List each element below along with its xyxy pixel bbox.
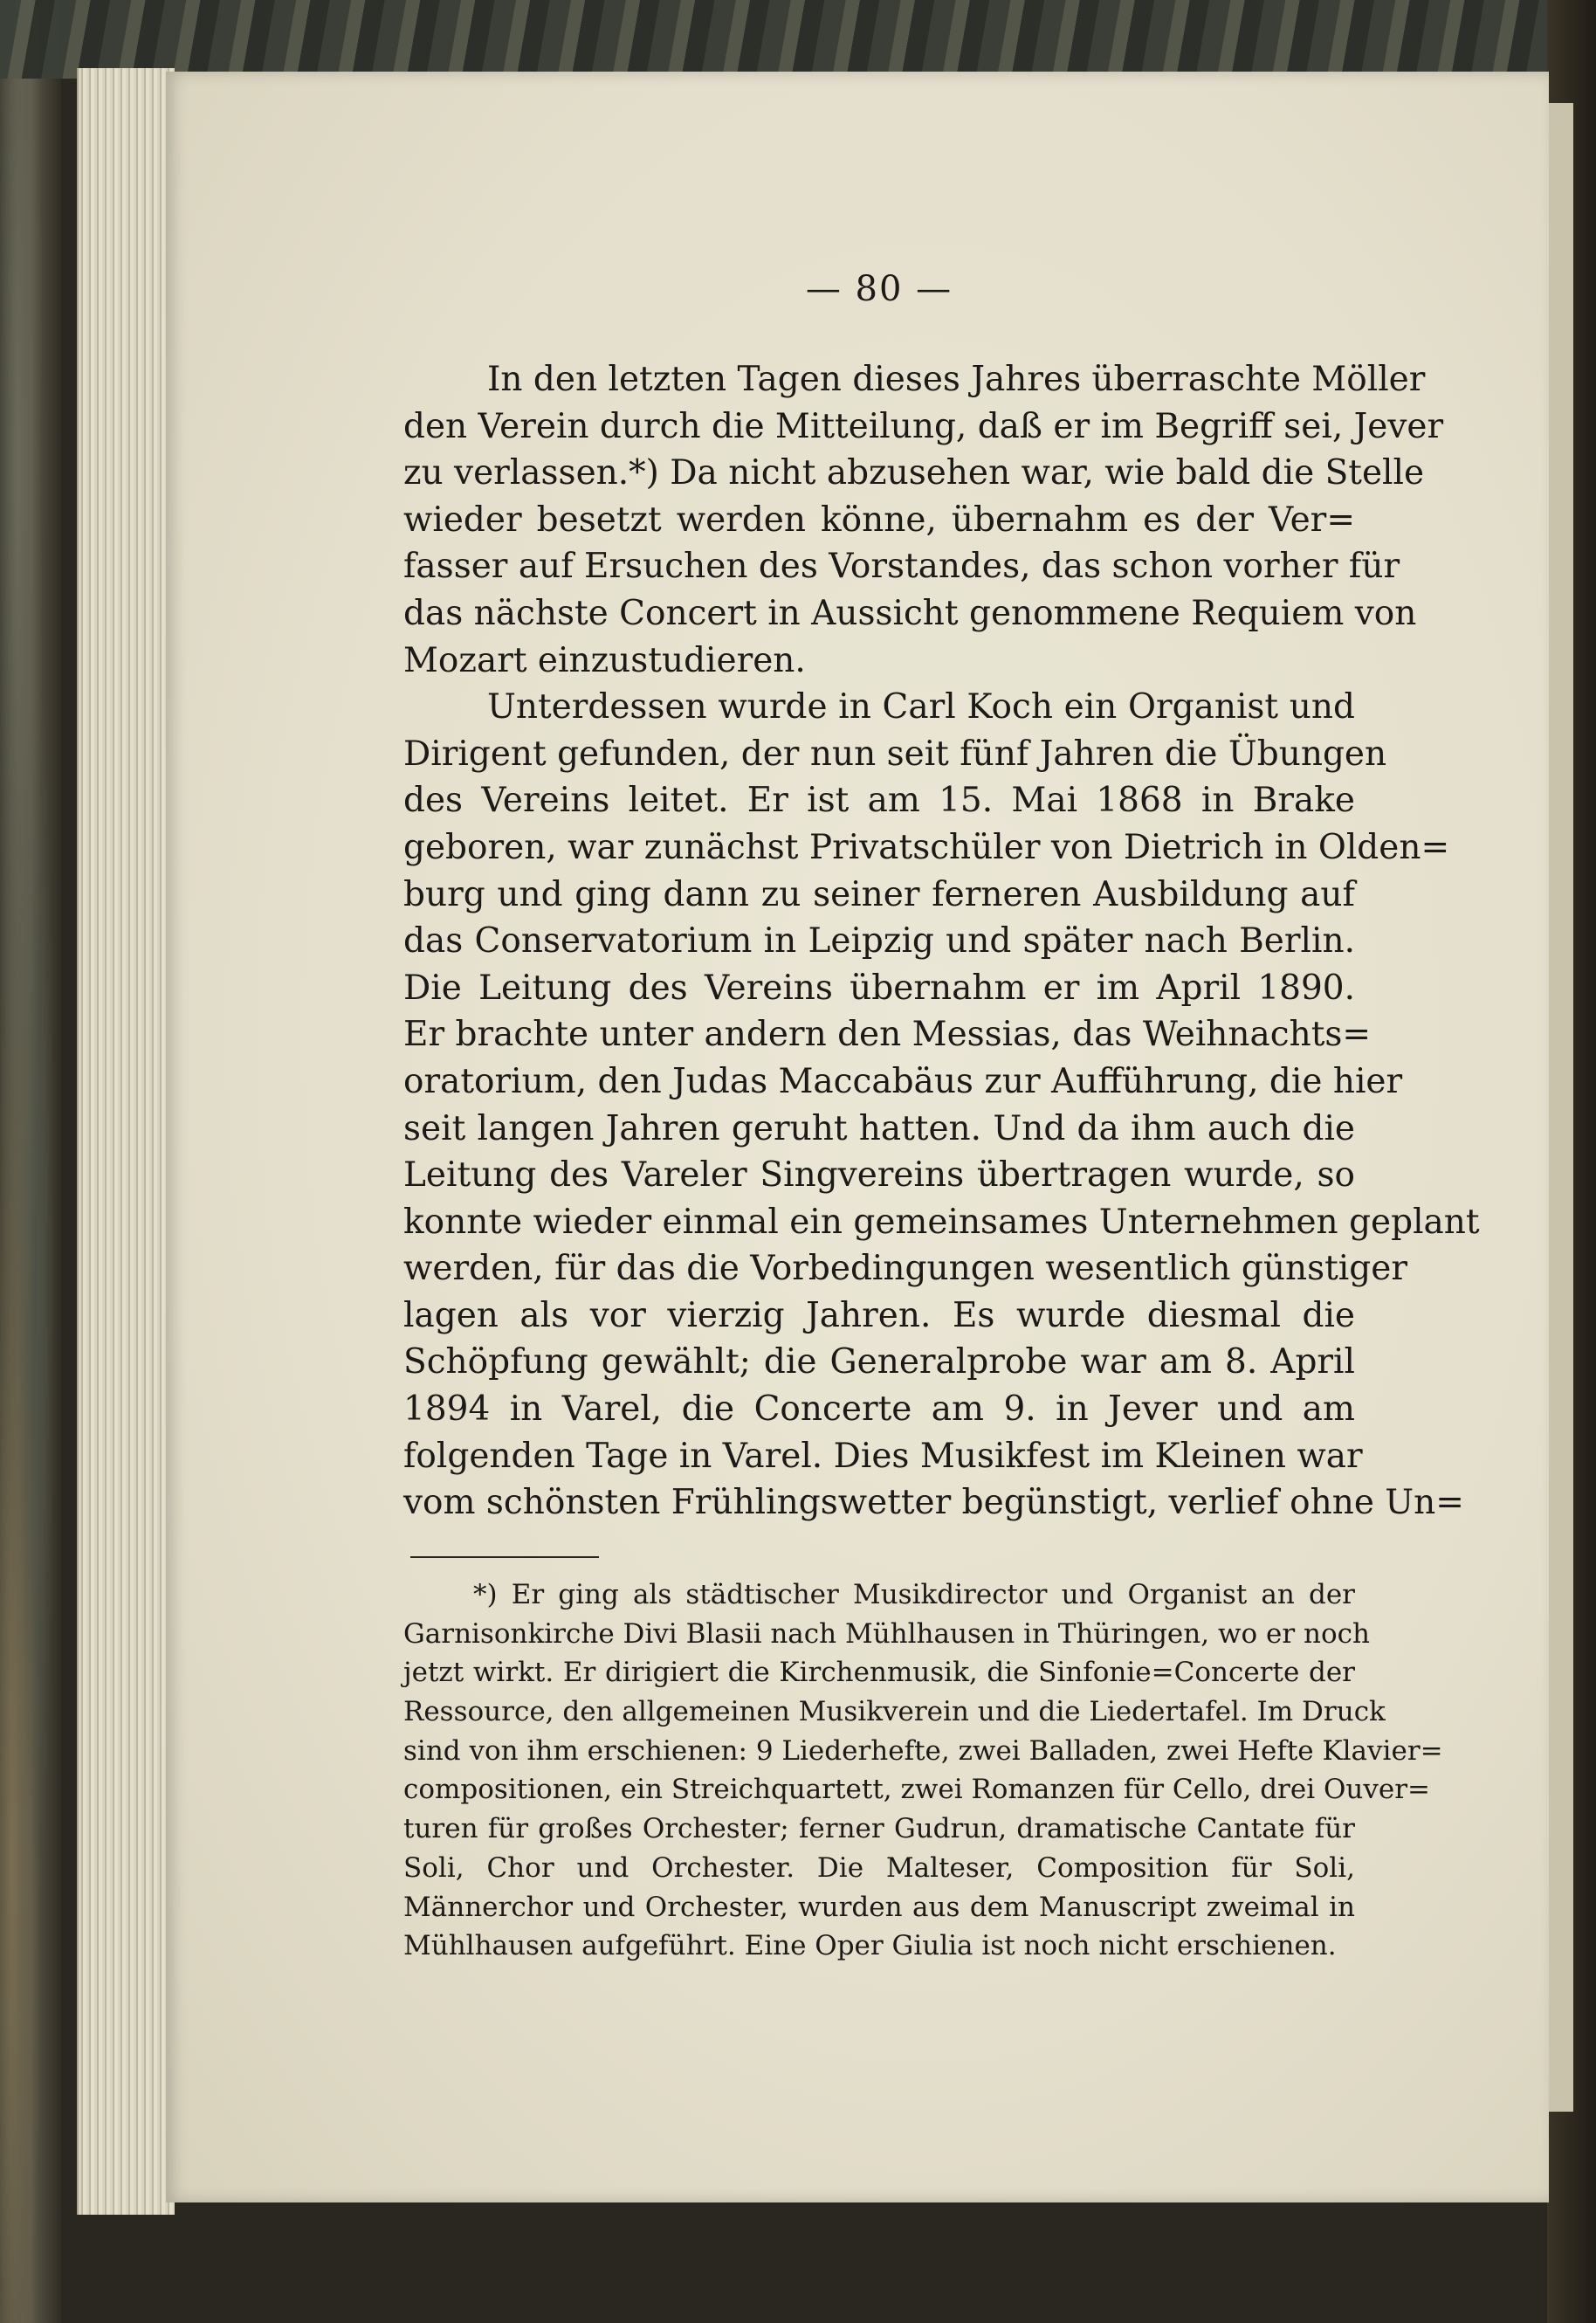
body-text	[403, 356, 1480, 1527]
body-line: Unterdessen wurde in Carl Koch ein Organist und	[487, 687, 1355, 727]
body-line: lagen als vor vierzig Jahren. Es wurde diesmal die	[403, 1295, 1355, 1335]
body-line: das Conservatorium in Leipzig und später nach Berlin.	[403, 921, 1355, 962]
body-line: geboren, war zunächst Privatschüler von Dietrich in Olden=	[403, 827, 1450, 867]
body-line: wieder besetzt werden könne, übernahm es der Ver=	[403, 500, 1355, 540]
footnote-line: *) Er ging als städtischer Musikdirector und Organist an der	[473, 1579, 1355, 1610]
footnote-line: Männerchor und Orchester, wurden aus dem Manuscript zweimal in	[403, 1891, 1355, 1923]
footnote-line: Ressource, den allgemeinen Musikverein und die Liedertafel. Im Druck	[403, 1696, 1386, 1728]
body-line: vom schönsten Frühlingswetter begünstigt, verlief ohne Un=	[403, 1483, 1464, 1523]
facing-page-edge	[1549, 103, 1573, 2112]
footnote-line: jetzt wirkt. Er dirigiert die Kirchenmusik, die Sinfonie=Concerte der	[403, 1657, 1355, 1689]
body-line: 1894 in Varel, die Concerte am 9. in Jever und am	[403, 1389, 1355, 1430]
footnote-rule	[410, 1556, 599, 1558]
footnote	[403, 1575, 1443, 1966]
body-line: zu verlassen.*) Da nicht abzusehen war, wie bald die Stelle	[403, 453, 1425, 493]
body-line: Die Leitung des Vereins übernahm er im April 1890.	[403, 968, 1355, 1008]
body-line: konnte wieder einmal ein gemeinsames Unternehmen geplant	[403, 1202, 1480, 1242]
body-line: Er brachte unter andern den Messias, das Weihnachts=	[403, 1015, 1372, 1055]
body-line: Leitung des Vareler Singvereins übertragen wurde, so	[403, 1155, 1355, 1196]
footnote-line: Soli, Chor und Orchester. Die Malteser, Composition für Soli,	[403, 1851, 1355, 1884]
body-line: fasser auf Ersuchen des Vorstandes, das schon vorher für	[403, 547, 1400, 587]
body-line: burg und ging dann zu seiner ferneren Ausbildung auf	[403, 874, 1355, 914]
footnote-line: sind von ihm erschienen: 9 Liederhefte, zwei Balladen, zwei Hefte Klavier=	[403, 1734, 1443, 1767]
footnote-line: compositionen, ein Streichquartett, zwei Romanzen für Cello, drei Ouver=	[403, 1774, 1431, 1806]
body-line: seit langen Jahren geruht hatten. Und da ihm auch die	[403, 1108, 1355, 1148]
footnote-line: Mühlhausen aufgeführt. Eine Oper Giulia ist noch nicht erschienen.	[403, 1930, 1337, 1962]
page-number: — 80 —	[805, 269, 953, 309]
body-line: oratorium, den Judas Maccabäus zur Aufführung, die hier	[403, 1061, 1403, 1101]
marbled-cover-left	[0, 0, 61, 2323]
body-line: das nächste Concert in Aussicht genommene Requiem von	[403, 593, 1417, 633]
footnote-line: turen für großes Orchester; ferner Gudrun, dramatische Cantate für	[403, 1813, 1355, 1845]
footnote-line: Garnisonkirche Divi Blasii nach Mühlhausen in Thüringen, wo er noch	[403, 1617, 1370, 1650]
marbled-cover-top	[0, 0, 1596, 79]
body-line: des Vereins leitet. Er ist am 15. Mai 1868 in Brake	[403, 781, 1355, 821]
body-line: In den letzten Tagen dieses Jahres überraschte Möller	[487, 360, 1426, 399]
body-line: werden, für das die Vorbedingungen wesentlich günstiger	[403, 1249, 1407, 1289]
body-line: Schöpfung gewählt; die Generalprobe war am 8. April	[403, 1342, 1355, 1382]
body-line: Mozart einzustudieren.	[403, 640, 806, 680]
body-line: Dirigent gefunden, der nun seit fünf Jahren die Übungen	[403, 734, 1387, 774]
page-stack-edges	[77, 68, 175, 2215]
body-line: folgenden Tage in Varel. Dies Musikfest im Kleinen war	[403, 1436, 1363, 1476]
body-line: den Verein durch die Mitteilung, daß er im Begriff sei, Jever	[403, 406, 1444, 446]
